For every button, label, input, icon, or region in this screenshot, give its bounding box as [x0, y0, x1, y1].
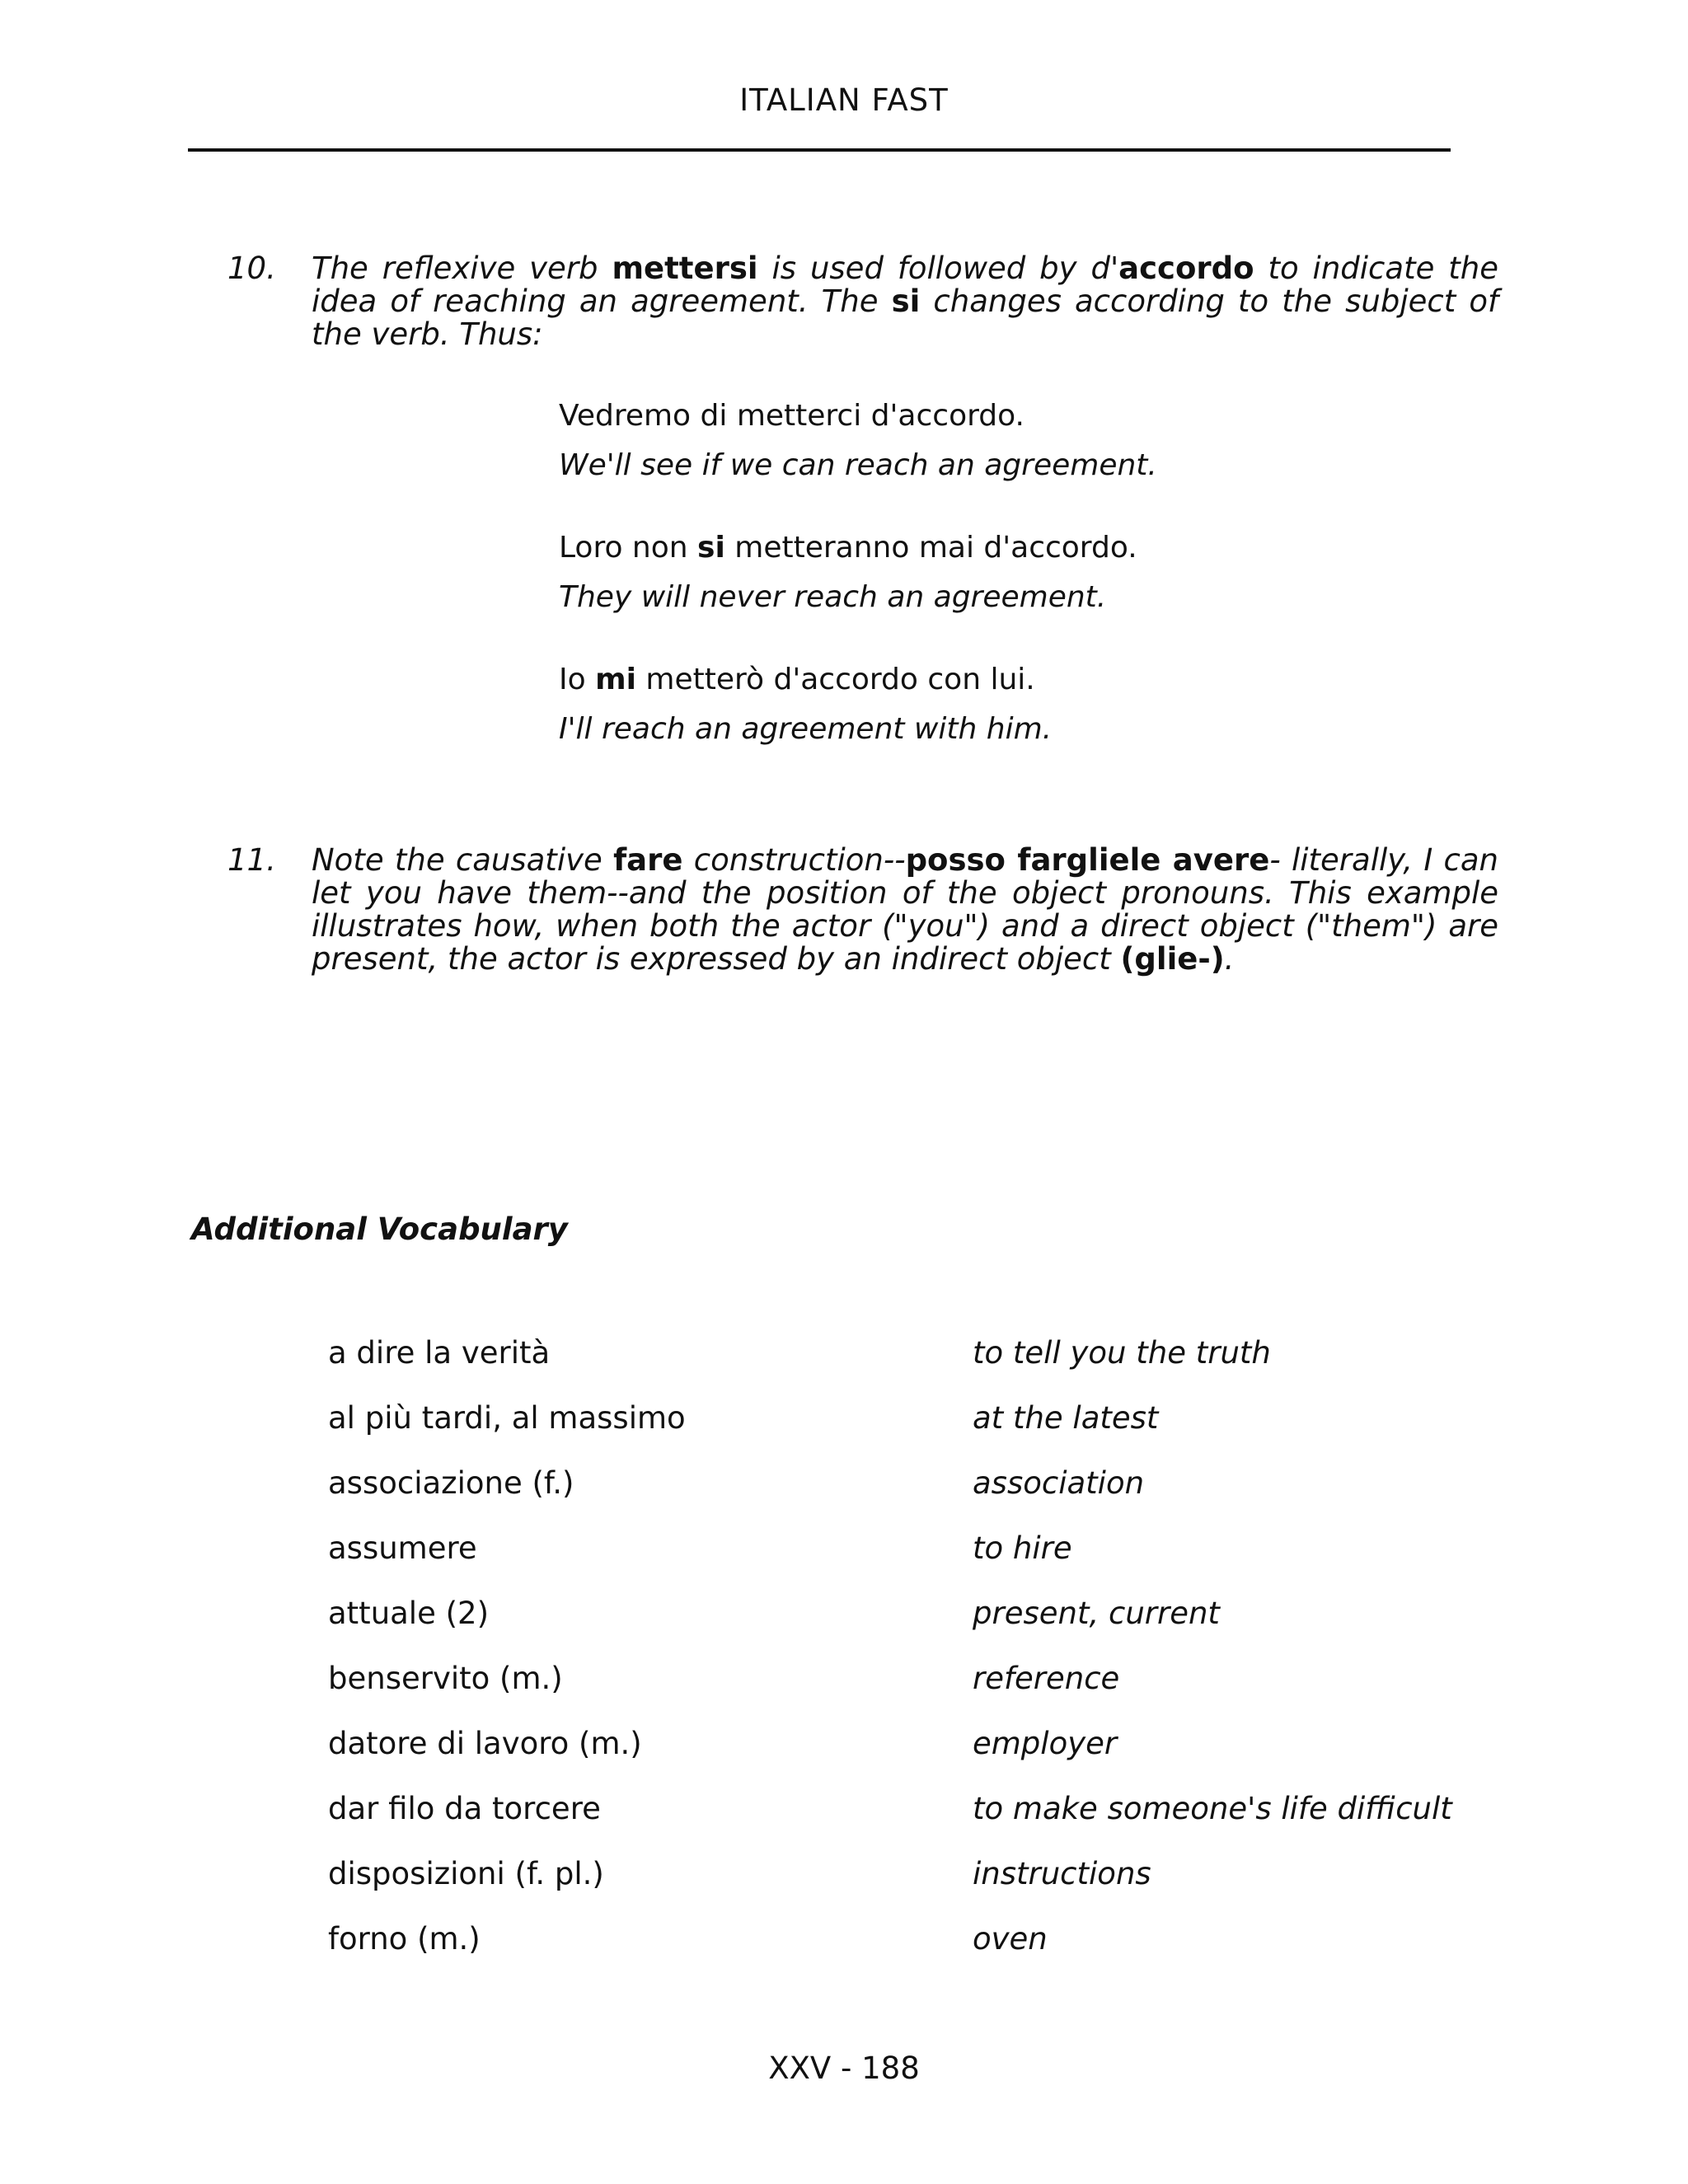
vocab-italian: associazione (f.): [328, 1465, 574, 1501]
vocab-italian: a dire la verità: [328, 1335, 551, 1371]
vocab-italian: forno (m.): [328, 1921, 481, 1957]
vocab-row: [328, 1726, 1498, 1791]
note-number: 10.: [227, 251, 276, 286]
example-english-3: I'll reach an agreement with him.: [559, 712, 1053, 746]
vocab-row: [328, 1400, 1498, 1465]
example-english-1: We'll see if we can reach an agreement.: [559, 448, 1157, 482]
vocab-row: [328, 1530, 1498, 1596]
vocab-italian: disposizioni (f. pl.): [328, 1856, 604, 1891]
vocab-english: oven: [973, 1921, 1048, 1957]
example-italian-3: Io mi metterò d'accordo con lui.: [559, 663, 1035, 696]
example-italian-2: Loro non si metteranno mai d'accordo.: [559, 531, 1137, 565]
note-text: The reflexive verb mettersi is used followed by d'accordo to indicate the idea of reaching an agreement. The si changes according to the subject of the verb. Thus:: [312, 251, 1498, 352]
term-glie: (glie-): [1120, 941, 1225, 977]
term-accordo: accordo: [1118, 251, 1254, 286]
vocab-row: [328, 1791, 1498, 1856]
example-english-2: They will never reach an agreement.: [559, 580, 1107, 614]
vocab-row: [328, 1596, 1498, 1661]
vocabulary-list: [328, 1335, 1498, 1986]
vocab-english: to make someone's life difficult: [973, 1791, 1452, 1826]
grammar-note-11: [229, 844, 1498, 976]
vocab-english: to hire: [973, 1530, 1072, 1566]
example-italian-1: Vedremo di metterci d'accordo.: [559, 399, 1025, 433]
vocab-italian: dar filo da torcere: [328, 1791, 601, 1826]
grammar-note-10: [229, 252, 1498, 351]
vocab-english: at the latest: [973, 1400, 1159, 1436]
vocab-english: employer: [973, 1726, 1118, 1761]
vocab-row: [328, 1661, 1498, 1726]
vocab-english: instructions: [973, 1856, 1151, 1891]
term-fare: fare: [613, 842, 683, 878]
vocab-italian: datore di lavoro (m.): [328, 1726, 642, 1761]
note-number: 11.: [227, 842, 276, 878]
vocab-italian: al più tardi, al massimo: [328, 1400, 686, 1436]
vocab-row: [328, 1921, 1498, 1986]
term-mettersi: mettersi: [612, 251, 758, 286]
vocab-row: [328, 1335, 1498, 1400]
vocab-english: association: [973, 1465, 1145, 1501]
header-divider: [188, 148, 1451, 152]
page-number: XXV - 188: [768, 2050, 920, 2086]
term-posso-fargliele-avere: posso fargliele avere: [905, 842, 1270, 878]
vocab-english: reference: [973, 1661, 1120, 1696]
vocabulary-heading: Additional Vocabulary: [191, 1212, 568, 1247]
vocab-english: to tell you the truth: [973, 1335, 1271, 1371]
vocab-english: present, current: [973, 1596, 1220, 1631]
vocab-italian: assumere: [328, 1530, 477, 1566]
term-si: si: [891, 284, 921, 319]
vocab-italian: benservito (m.): [328, 1661, 563, 1696]
running-header: ITALIAN FAST: [739, 82, 949, 118]
note-text: Note the causative fare construction--posso fargliele avere- literally, I can let you have them--and the position of the object pronouns. This example illustrates how, when both the actor ("you") and a direct object ("them") are present, the actor is expressed by an indirect object (glie-).: [312, 842, 1498, 977]
vocab-row: [328, 1856, 1498, 1921]
vocab-italian: attuale (2): [328, 1596, 490, 1631]
vocab-row: [328, 1465, 1498, 1530]
